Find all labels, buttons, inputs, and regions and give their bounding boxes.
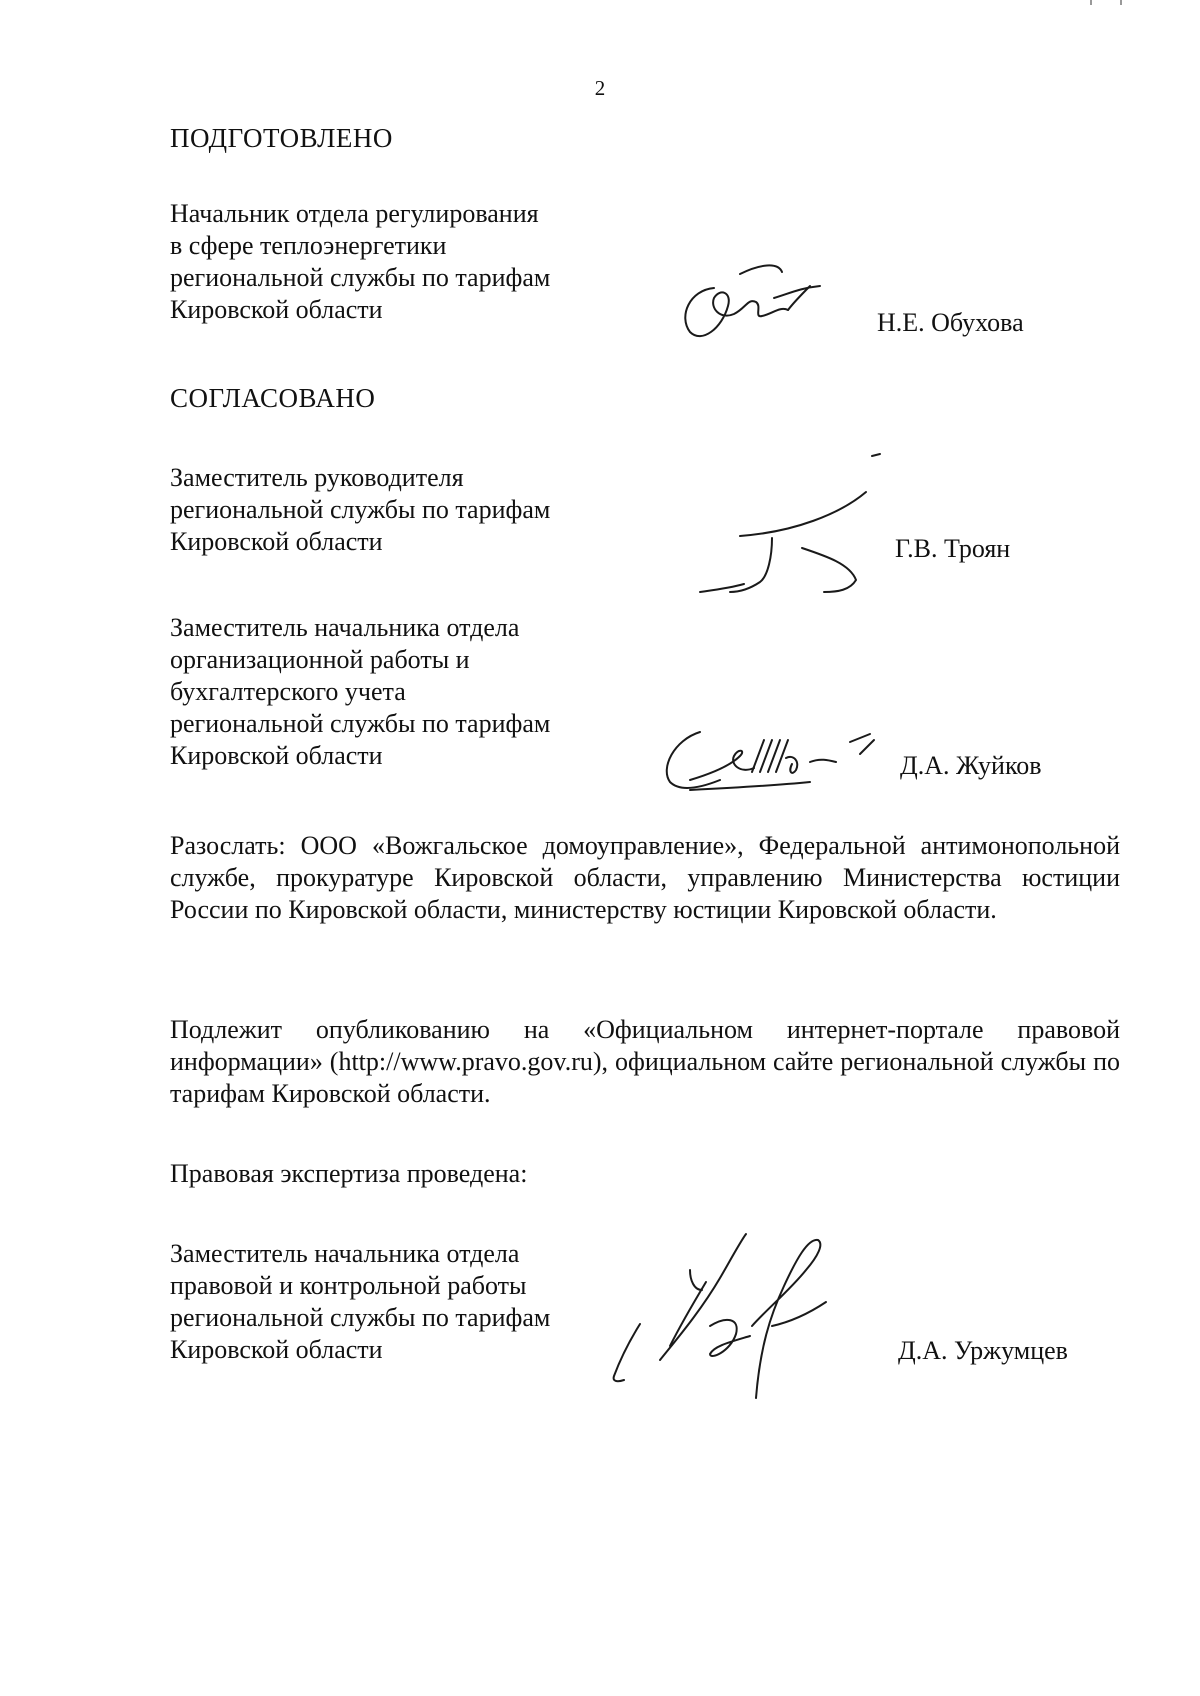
legal-review-label: Правовая экспертиза проведена: (170, 1159, 528, 1188)
agreed-signer-name-1: Г.В. Троян (895, 534, 1011, 563)
signature-urzhumtsev (590, 1230, 900, 1400)
distribution-paragraph: Разослать: ООО «Вожгальское домоуправление», Федеральной антимонопольной службе, прокуратуре Кировской области, управлению Министерства юстиции России по Кировской области, министерству юстиции Кировской области. (170, 831, 1120, 924)
signature-zhuykov (660, 718, 900, 798)
signature-obukhova (670, 258, 840, 348)
legal-review-position: Заместитель начальника отдела правовой и контрольной работы региональной службы по тарифам Кировской области (170, 1239, 551, 1364)
prepared-heading: ПОДГОТОВЛЕНО (170, 123, 393, 153)
agreed-heading: СОГЛАСОВАНО (170, 383, 376, 413)
scan-corner-mark (1080, 0, 1140, 6)
prepared-position: Начальник отдела регулирования в сфере теплоэнергетики региональной службы по тарифам Кировской области (170, 199, 551, 324)
agreed-signer-name-2: Д.А. Жуйков (900, 751, 1042, 780)
legal-review-signer-name: Д.А. Уржумцев (898, 1336, 1068, 1365)
prepared-signer-name: Н.Е. Обухова (877, 308, 1024, 337)
agreed-position-1: Заместитель руководителя региональной службы по тарифам Кировской области (170, 463, 551, 556)
agreed-position-2: Заместитель начальника отдела организационной работы и бухгалтерского учета региональной службы по тарифам Кировской области (170, 613, 551, 770)
page-number: 2 (594, 76, 606, 100)
publication-paragraph: Подлежит опубликованию на «Официальном интернет-портале правовой информации» (http://www.pravo.gov.ru), официальном сайте региональной службы по тарифам Кировской области. (170, 1015, 1120, 1108)
signature-troyan (690, 452, 890, 602)
